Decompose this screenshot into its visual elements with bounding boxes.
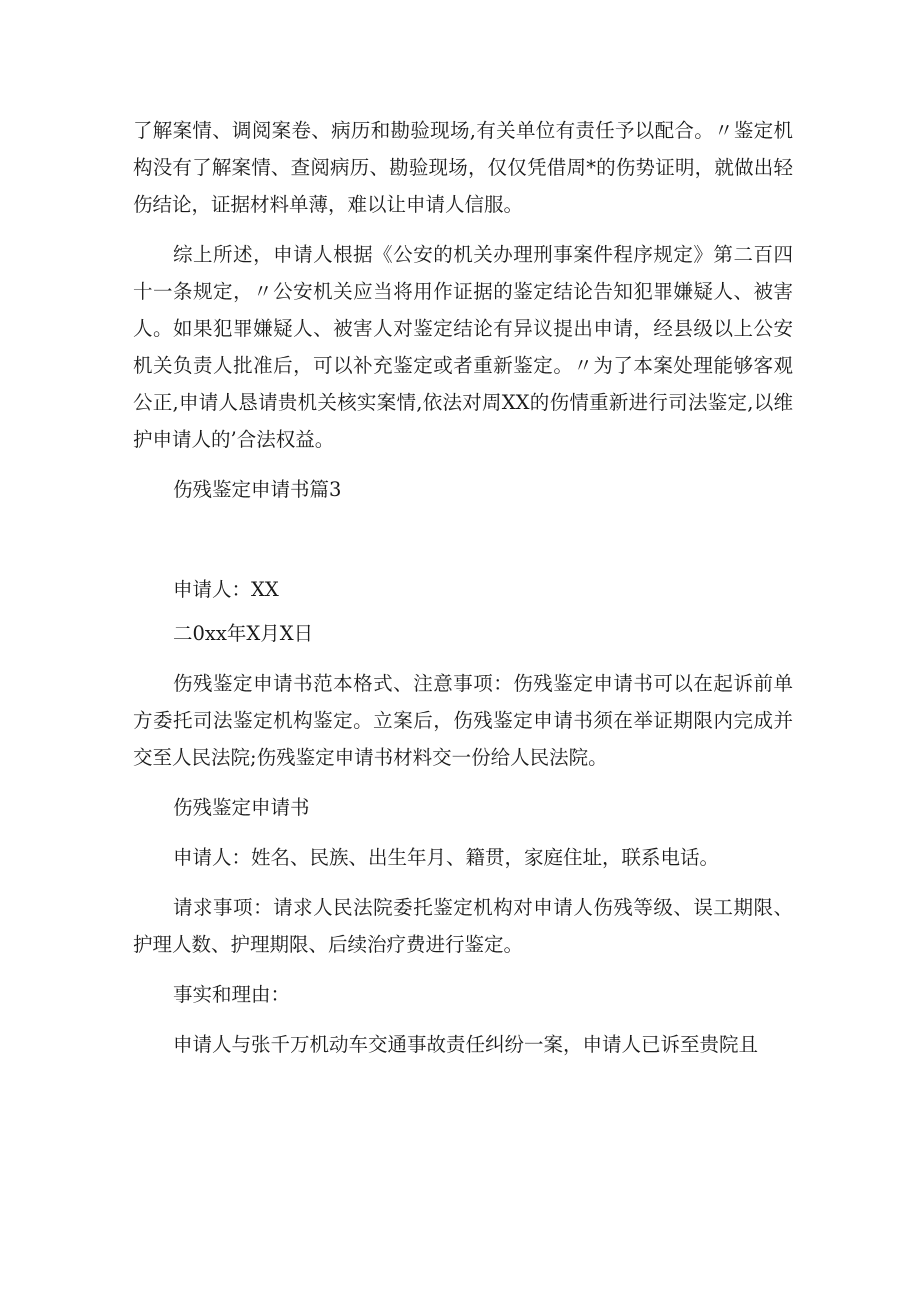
date-line: 二0xx年X月X日 (173, 622, 314, 645)
paragraph-applicant-info: 申请人：姓名、民族、出生年月、籍贯，家庭住址，联系电话。 (173, 846, 720, 869)
applicant-signature-line: 申请人：XX (173, 578, 279, 601)
facts-heading: 事实和理由： (173, 983, 291, 1006)
paragraph-request-items: 请求事项：请求人民法院委托鉴定机构对申请人伤残等级、误工期限、护理人数、护理期限、后续治疗费进行鉴定。 (133, 896, 793, 956)
form-title: 伤残鉴定申请书 (173, 796, 310, 819)
section-heading-part3: 伤残鉴定申请书篇3 (173, 478, 342, 501)
document-body (133, 112, 793, 1076)
blank-space (133, 521, 793, 571)
paragraph-summary: 综上所述，申请人根据《公安的机关办理刑事案件程序规定》第二百四十一条规定，〃公安机关应当将用作证据的鉴定结论告知犯罪嫌疑人、被害人。如果犯罪嫌疑人、被害人对鉴定结论有异议提出申请，经县级以上公安机关负责人批准后，可以补充鉴定或者重新鉴定。〃为了本案处理能够客观公正,申请人恳请贵机关核实案情,依法对周XX的伤情重新进行司法鉴定,以维护申请人的’合法权益。 (133, 243, 793, 451)
paragraph-format-notes: 伤残鉴定申请书范本格式、注意事项：伤残鉴定申请书可以在起诉前单方委托司法鉴定机构鉴定。立案后，伤残鉴定申请书须在举证期限内完成并交至人民法院;伤残鉴定申请书材料交一份给人民法院。 (133, 672, 793, 769)
paragraph-facts: 申请人与张千万机动车交通事故责任纠纷一案，申请人已诉至贵院且 (173, 1033, 759, 1056)
paragraph-case-review: 了解案情、调阅案卷、病历和勘验现场,有关单位有责任予以配合。〃鉴定机构没有了解案情、查阅病历、勘验现场，仅仅凭借周*的伤势证明，就做出轻伤结论，证据材料单薄，难以让申请人信服。 (133, 119, 793, 216)
